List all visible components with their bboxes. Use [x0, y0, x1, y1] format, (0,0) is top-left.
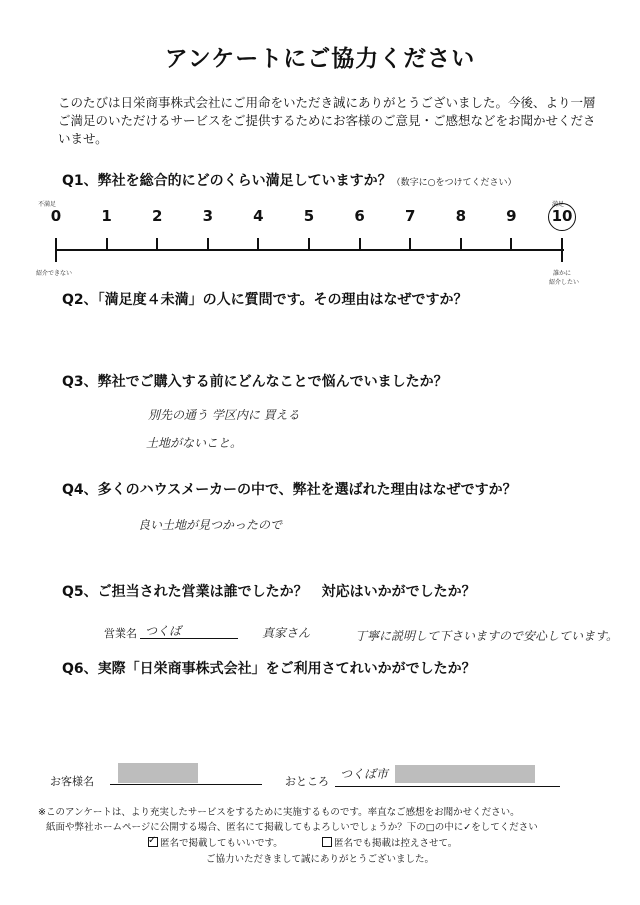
- scale-tick: [156, 238, 158, 250]
- footer-note-2: 紙面や弊社ホームページに公開する場合、匿名にて掲載してもよろしいでしょうか？下の□の中に✓をしてください: [46, 822, 538, 833]
- address-label: おところ: [285, 775, 329, 788]
- scale-number-6[interactable]: 6: [354, 207, 365, 225]
- scale-number-8[interactable]: 8: [455, 207, 467, 225]
- scale-tick: [460, 238, 462, 250]
- scale-right-top-label: 満足: [552, 201, 565, 208]
- scale-left-top-label: 不満足: [38, 201, 57, 208]
- option-1-label: 匿名で掲載してもいいです。: [160, 838, 283, 849]
- answer-4: 良い土地が見つかったので: [138, 518, 283, 532]
- question-3: Q3、弊社でご購入する前にどんなことで悩んでいましたか？: [62, 374, 448, 390]
- scale-number-9[interactable]: 9: [506, 207, 517, 225]
- option-anonymous-ok[interactable]: [148, 836, 283, 851]
- scale-tick: [257, 238, 259, 250]
- answer-3-line-1: 別先の通う 学区内に 買える: [148, 408, 300, 422]
- scale-number-4[interactable]: 4: [253, 207, 264, 225]
- scale-tick: [106, 238, 108, 250]
- option-2-label: 匿名でも掲載は控えさせて。: [334, 838, 458, 849]
- scale-tick: [308, 238, 310, 250]
- scale-tick: [510, 238, 512, 250]
- page-title: アンケートにご協力ください: [164, 46, 476, 72]
- question-6: Q6、実際「日栄商事株式会社」をご利用さてれいかがでしたか？: [62, 661, 476, 677]
- scale-number-7[interactable]: 7: [404, 207, 416, 225]
- scale-tick: [359, 238, 361, 250]
- scale-tick: [207, 238, 209, 250]
- sales-name-underline: [140, 638, 238, 639]
- question-5: Q5、ご担当された営業は誰でしたか？ 対応はいかがでしたか？: [62, 584, 476, 600]
- answer-3-line-2: 土地がないこと。: [146, 436, 243, 450]
- customer-name-label: お客様名: [50, 775, 94, 788]
- question-1-text: Q1、弊社を総合的にどのくらい満足していますか？: [62, 173, 392, 189]
- option-2-checkbox[interactable]: [322, 837, 332, 847]
- scale-tick: [409, 238, 411, 250]
- scale-number-10[interactable]: 10: [551, 207, 573, 225]
- scale-left-bottom-label: 紹介できない: [36, 270, 73, 277]
- scale-number-0[interactable]: 0: [50, 207, 62, 225]
- scale-right-bottom-label-2: 紹介したい: [549, 279, 580, 286]
- scale-number-5[interactable]: 5: [303, 207, 315, 225]
- scale-number-2[interactable]: 2: [151, 207, 163, 225]
- customer-name-redacted: [118, 763, 198, 783]
- selected-score-circle: [548, 203, 576, 231]
- question-1-note: （数字に○をつけてください）: [391, 178, 517, 188]
- answer-5: 丁寧に説明して下さいますので安心しています。: [355, 629, 619, 643]
- scale-number-1[interactable]: 1: [101, 207, 112, 225]
- sales-name-value: つくば: [145, 624, 182, 638]
- address-value: つくば市: [340, 767, 389, 781]
- footer-note-1: ※このアンケートは、より充実したサービスをするために実施するものです。率直なご感想をお聞かせください。: [38, 807, 520, 818]
- question-1: [62, 170, 517, 190]
- question-2: Q2、「満足度４未満」の人に質問です。その理由はなぜですか？: [62, 292, 468, 308]
- address-underline: [335, 786, 560, 787]
- intro-text: このたびは日栄商事株式会社にご用命をいただき誠にありがとうございました。今後、より一層ご満足のいただけるサービスをご提供するためにお客様のご意見・ご感想などをお聞かせくださいませ。: [58, 95, 596, 146]
- address-redacted: [395, 765, 535, 783]
- scale-right-bottom-label-1: 誰かに: [553, 270, 572, 277]
- scale-number-3[interactable]: 3: [202, 207, 214, 225]
- sales-name-label: 営業名: [104, 627, 137, 640]
- option-anonymous-decline[interactable]: [322, 836, 457, 851]
- question-4: Q4、多くのハウスメーカーの中で、弊社を選ばれた理由はなぜですか？: [62, 482, 517, 498]
- scale-tick: [55, 238, 57, 262]
- scale-tick: [561, 238, 563, 262]
- sales-staff-name: 真家さん: [262, 626, 311, 640]
- customer-name-underline: [110, 784, 262, 785]
- thanks-text: ご協力いただきまして誠にありがとうございました。: [205, 854, 434, 865]
- option-1-checkbox[interactable]: [148, 837, 158, 847]
